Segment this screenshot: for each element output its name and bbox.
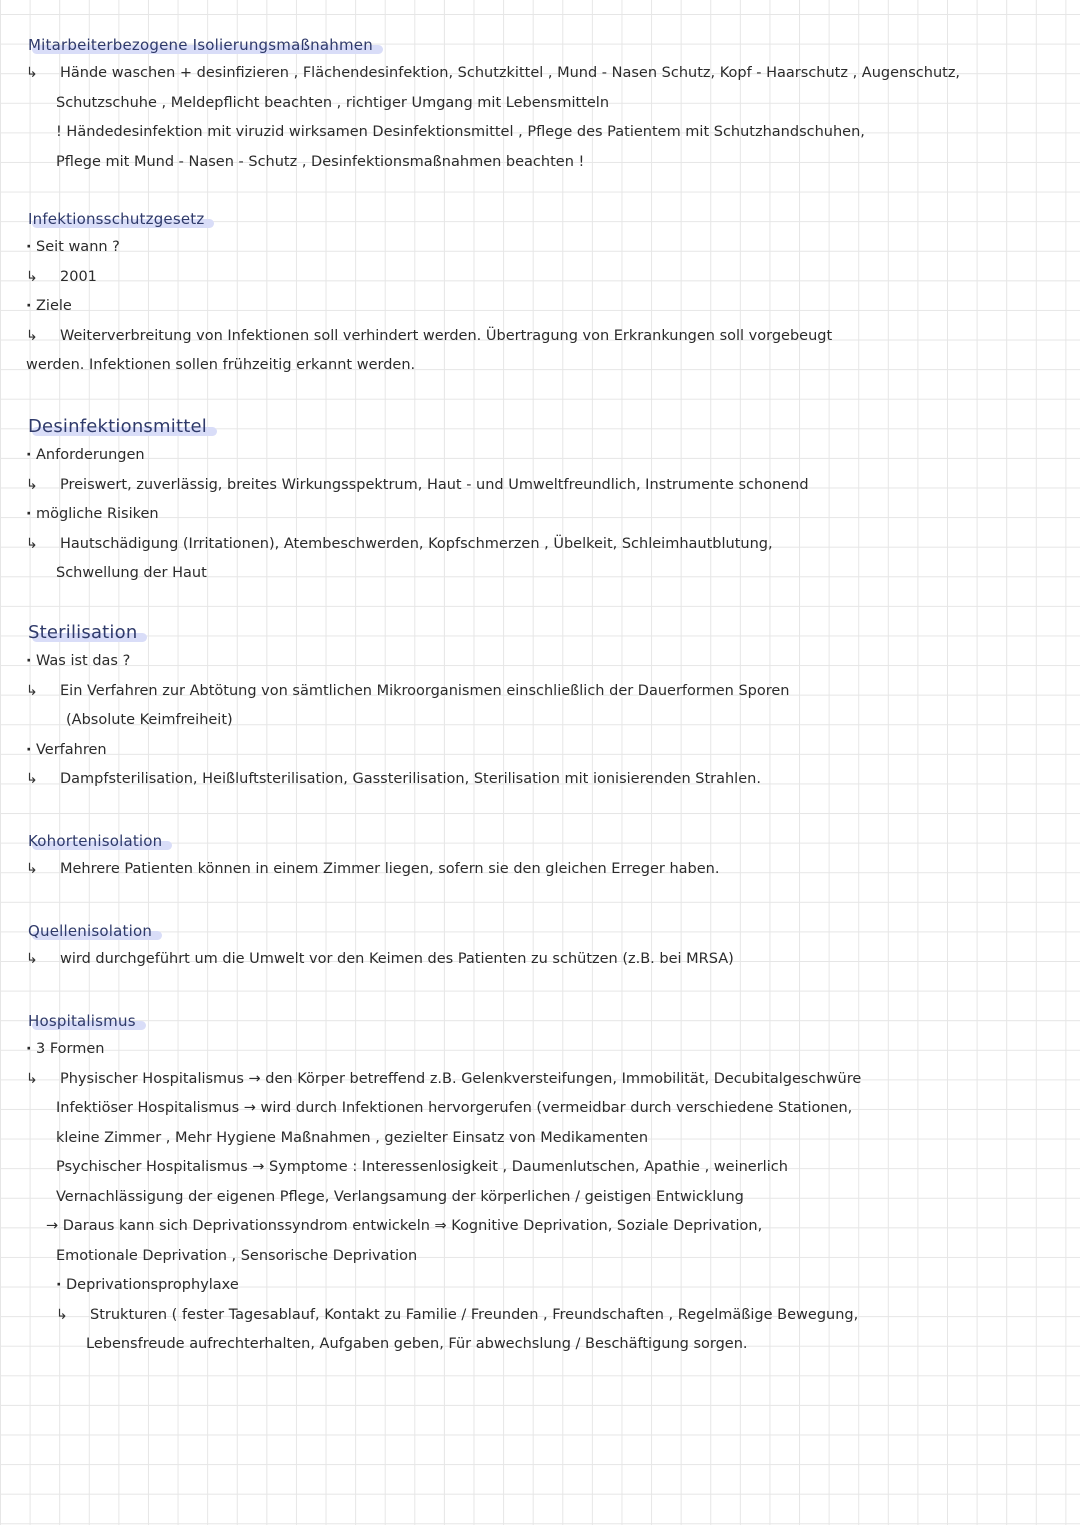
section-title: Sterilisation: [26, 622, 147, 644]
section-desinfektion: [26, 416, 1056, 589]
section-title: Hospitalismus: [26, 1010, 146, 1032]
text-line: ↳ 2001: [26, 263, 1056, 293]
text-line: Schutzschuhe , Meldepflicht beachten , richtiger Umgang mit Lebensmitteln: [56, 94, 610, 111]
section-hospitalismus: [26, 1010, 1056, 1360]
bullet-line: · Ziele: [26, 292, 1056, 322]
arrow-icon: ↳: [26, 951, 38, 967]
text-line: Lebensfreude aufrechterhalten, Aufgaben geben, Für abwechslung / Beschäftigung sorgen.: [86, 1336, 748, 1352]
text-line: werden. Infektionen sollen frühzeitig erkannt werden.: [26, 357, 416, 373]
text-line: Vernachlässigung der eigenen Pflege, Verlangsamung der körperlichen / geistigen Entwicklung: [56, 1188, 744, 1205]
section-title: Infektionsschutzgesetz: [26, 208, 214, 230]
section-sterilisation: [26, 622, 1056, 795]
text-line: ↳ Dampfsterilisation, Heißluftsterilisation, Gassterilisation, Sterilisation mit ionisierenden Strahlen.: [26, 765, 1056, 795]
section-title: Mitarbeiterbezogene Isolierungsmaßnahmen: [26, 34, 383, 56]
bullet-line: · mögliche Risiken: [26, 500, 1056, 530]
text-line: Pflege mit Mund - Nasen - Schutz , Desinfektionsmaßnahmen beachten !: [56, 153, 585, 170]
arrow-icon: ↳: [26, 65, 38, 81]
text-line: Psychischer Hospitalismus → Symptome : Interessenlosigkeit , Daumenlutschen, Apathie , weinerlich: [56, 1159, 788, 1175]
text-line: ↳ wird durchgeführt um die Umwelt vor den Keimen des Patienten zu schützen (z.B. bei MRSA): [26, 945, 1056, 975]
text-line: ↳ Weiterverbreitung von Infektionen soll verhindert werden. Übertragung von Erkrankungen soll vorgebeugt: [26, 322, 1056, 352]
text-line: Schwellung der Haut: [56, 565, 207, 581]
text-line: kleine Zimmer , Mehr Hygiene Maßnahmen , gezielter Einsatz von Medikamenten: [56, 1129, 649, 1146]
section-title: Kohortenisolation: [26, 830, 172, 852]
text-line: ↳ Hautschädigung (Irritationen), Atembeschwerden, Kopfschmerzen , Übelkeit, Schleimhautblutung,: [26, 530, 1056, 560]
arrow-icon: ↳: [26, 861, 38, 877]
section-mitarbeiter: [26, 34, 1056, 177]
text-line: ↳ Preiswert, zuverlässig, breites Wirkungsspektrum, Haut - und Umweltfreundlich, Instrumente schonend: [26, 471, 1056, 501]
bullet-line: · 3 Formen: [26, 1035, 1056, 1065]
bullet-line: · Verfahren: [26, 736, 1056, 766]
text-line: → Daraus kann sich Deprivationssyndrom entwickeln ⇒ Kognitive Deprivation, Soziale Deprivation,: [46, 1218, 763, 1234]
arrow-icon: ↳: [26, 535, 38, 552]
text-line: ↳ Strukturen ( fester Tagesablauf, Kontakt zu Familie / Freunden , Freundschaften , Regelmäßige Bewegung,: [26, 1301, 1056, 1331]
text-line: ↳ Mehrere Patienten können in einem Zimmer liegen, sofern sie den gleichen Erreger haben.: [26, 855, 1056, 885]
arrow-icon: ↳: [26, 476, 38, 493]
section-kohorten: [26, 830, 1056, 885]
bullet-line: · Anforderungen: [26, 441, 1056, 471]
bullet-line: · Deprivationsprophylaxe: [26, 1271, 1056, 1301]
text-line: ! Händedesinfektion mit viruzid wirksamen Desinfektionsmittel , Pflege des Patientem mit Schutzhandschuhen,: [56, 124, 865, 140]
text-line: Emotionale Deprivation , Sensorische Deprivation: [56, 1247, 418, 1264]
section-title: Quellenisolation: [26, 920, 162, 942]
bullet-line: · Was ist das ?: [26, 647, 1056, 677]
arrow-icon: ↳: [26, 268, 38, 285]
text-line: ↳ Physischer Hospitalismus → den Körper betreffend z.B. Gelenkversteifungen, Immobilität, Decubitalgeschwüre: [26, 1065, 1056, 1095]
arrow-icon: ↳: [26, 682, 38, 699]
arrow-icon: ↳: [26, 327, 38, 344]
text-line: Infektiöser Hospitalismus → wird durch Infektionen hervorgerufen (vermeidbar durch verschiedene Stationen,: [56, 1100, 853, 1116]
arrow-icon: ↳: [26, 771, 38, 787]
section-title: Desinfektionsmittel: [26, 416, 217, 438]
section-ifsg: [26, 208, 1056, 381]
bullet-line: · Seit wann ?: [26, 233, 1056, 263]
arrow-icon: ↳: [56, 1306, 68, 1323]
text-line: ↳ Ein Verfahren zur Abtötung von sämtlichen Mikroorganismen einschließlich der Dauerformen Sporen: [26, 677, 1056, 707]
arrow-icon: ↳: [26, 1070, 38, 1087]
section-quellen: [26, 920, 1056, 975]
text-line: (Absolute Keimfreiheit): [66, 712, 233, 728]
text-line: ↳ Hände waschen + desinfizieren , Flächendesinfektion, Schutzkittel , Mund - Nasen Schutz, Kopf - Haarschutz , Augenschutz,: [26, 59, 1056, 89]
